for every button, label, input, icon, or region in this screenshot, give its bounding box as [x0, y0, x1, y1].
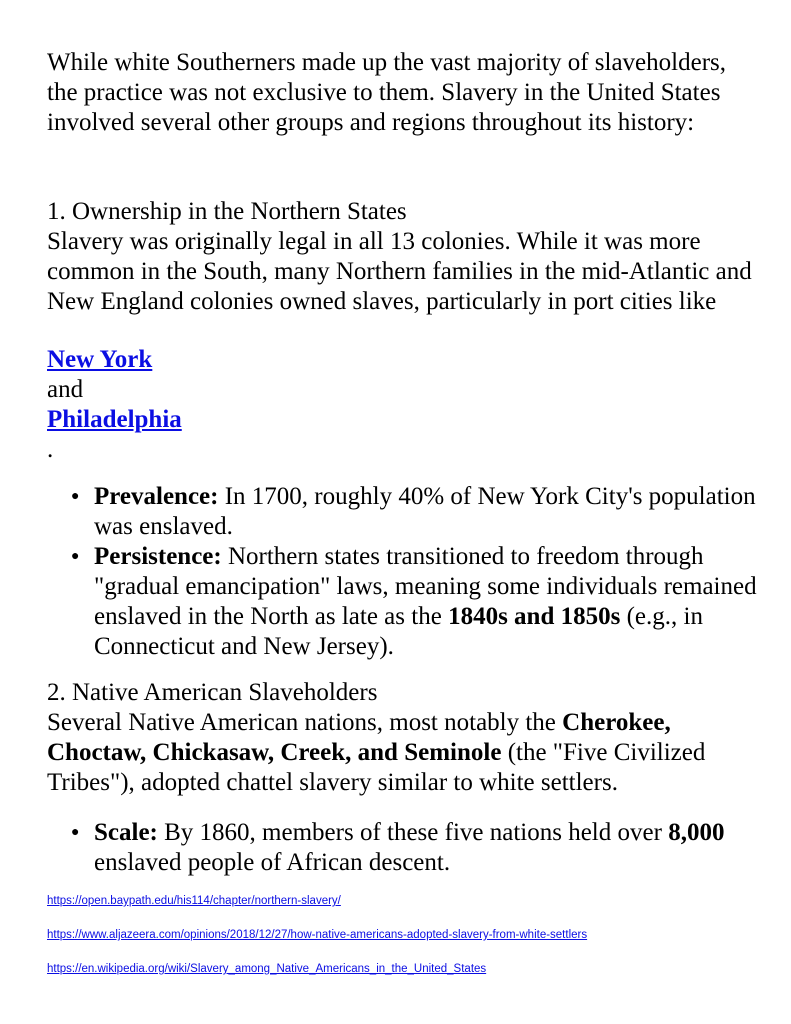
bullet-icon: ●	[71, 489, 80, 504]
list-item	[47, 482, 767, 542]
section-2-bullet-list	[47, 818, 767, 878]
bullet-bold-text: 8,000	[668, 819, 725, 846]
intro-paragraph: While white Southerners made up the vast majority of slaveholders, the practice was not exclusive to them. Slavery in the United States involved several other groups and regions throughout its history:	[47, 49, 726, 136]
bullet-text: Northern states transitioned to freedom through "gradual emancipation" laws, meaning some individuals remained enslaved in the North as late as the	[94, 543, 757, 630]
bullet-icon: ●	[71, 825, 80, 840]
section-1-bullet-list	[47, 482, 767, 662]
bullet-bold-text: 1840s and 1850s	[448, 603, 621, 630]
bullet-label: Scale:	[94, 819, 158, 846]
bullet-text: In 1700, roughly 40% of New York City's population was enslaved.	[94, 483, 756, 540]
section-2-body-start: Several Native American nations, most notably the	[47, 709, 563, 736]
bullet-label: Persistence:	[94, 543, 222, 570]
bullet-text-end: enslaved people of African descent.	[94, 849, 451, 876]
section-2-body-bold: Cherokee, Choctaw, Chickasaw, Creek, and Seminole	[47, 709, 671, 766]
source-link-3[interactable]: https://en.wikipedia.org/wiki/Slavery_among_Native_Americans_in_the_United_States	[47, 963, 487, 975]
source-link-1[interactable]: https://open.baypath.edu/his114/chapter/northern-slavery/	[47, 895, 341, 907]
section-2-heading: 2. Native American Slaveholders	[47, 679, 378, 706]
section-1-heading: 1. Ownership in the Northern States	[47, 198, 407, 225]
list-item	[47, 542, 767, 662]
philadelphia-link[interactable]: Philadelphia	[47, 406, 182, 433]
bullet-icon: ●	[71, 549, 80, 564]
bullet-label: Prevalence:	[94, 483, 219, 510]
section-2-body	[47, 708, 762, 798]
bullet-text-end: (e.g., in Connecticut and New Jersey).	[94, 603, 703, 660]
new-york-link[interactable]: New York	[47, 346, 153, 373]
section-2-body-end: (the "Five Civilized Tribes"), adopted chattel slavery similar to white settlers.	[47, 739, 706, 796]
bullet-text: By 1860, members of these five nations held over	[157, 819, 669, 846]
and-text: and	[47, 376, 84, 403]
source-link-2[interactable]: https://www.aljazeera.com/opinions/2018/12/27/how-native-americans-adopted-slavery-from-white-settlers	[47, 929, 588, 941]
section-1-body: Slavery was originally legal in all 13 colonies. While it was more common in the South, many Northern families in the mid-Atlantic and New England colonies owned slaves, particularly in port cities like	[47, 228, 752, 315]
period-text: .	[47, 436, 54, 463]
list-item	[47, 818, 767, 878]
